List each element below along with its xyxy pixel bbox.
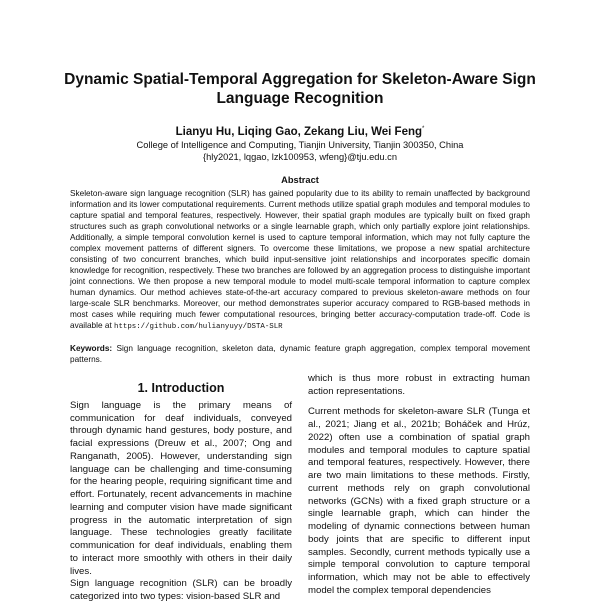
code-link[interactable]: https://github.com/hulianyuyy/DSTA-SLR xyxy=(114,322,283,331)
affiliation-block xyxy=(70,139,530,164)
two-column-body xyxy=(70,373,530,604)
abstract-text xyxy=(70,188,530,333)
paragraph: Sign language recognition (SLR) can be broadly categorized into two types: vision-based SLR and xyxy=(70,578,292,603)
corresponding-author-mark: * xyxy=(422,126,425,132)
abstract-heading: Abstract xyxy=(281,174,319,185)
paragraph: Current methods for skeleton-aware SLR (Tunga et al., 2021; Jiang et al., 2021b; Boháček and Hrúz, 2022) often use a combination of spatial graph modules and temporal modules to capture spatial and temporal features, respectively. However, there are two main limitations to these methods. Firstly, current methods rely on graph convolutional networks (GCNs) with a fixed graph structure or a single learnable graph, which can hinder the modeling of dynamic connections between human body joints that are specific to different input samples. Secondly, current methods typically use a simple temporal convolution to capture temporal information, which may not be able to effectively model the complex temporal dependencies xyxy=(308,406,530,596)
section-heading-introduction: 1. Introduction xyxy=(137,380,225,395)
left-column xyxy=(70,373,292,604)
author-emails: {hly2021, lqgao, lzk100953, wfeng}@tju.edu.cn xyxy=(203,152,397,163)
paper-title: Dynamic Spatial-Temporal Aggregation for Skeleton-Aware Sign Language Recognition xyxy=(64,71,536,107)
paper-page xyxy=(64,70,536,604)
keywords-text: Sign language recognition, skeleton data, dynamic feature graph aggregation, complex temporal movement patterns. xyxy=(70,343,530,364)
affiliation: College of Intelligence and Computing, Tianjin University, Tianjin 300350, China xyxy=(136,139,464,150)
keywords xyxy=(70,343,530,365)
right-column xyxy=(308,373,530,598)
authors: Lianyu Hu, Liqing Gao, Zekang Liu, Wei Feng xyxy=(175,125,423,138)
author-list xyxy=(70,122,530,139)
paragraph: which is thus more robust in extracting human action representations. xyxy=(308,372,530,397)
keywords-label: Keywords: xyxy=(70,343,113,353)
abstract-body: Skeleton-aware sign language recognition (SLR) has gained popularity due to its ability to remain unaffected by background information and its lower computational requirements. Current methods utilize spatial graph modules and temporal modules to capture spatial and temporal features, respectively. However, their spatial graph modules are typically built on fixed graph structures such as graph convolutional networks or a single learnable graph, which only partially explore joint relationships. Additionally, a simple temporal convolution kernel is used to capture temporal information, which may not fully capture the complex movement patterns of different signers. To overcome these limitations, we propose a new spatial architecture consisting of two concurrent branches, which build input-sensitive joint relationships and incorporates specific domain knowledge for recognition, respectively. These two branches are followed by an aggregation process to distinguishe important joint connections. We then propose a new temporal module to model multi-scale temporal information to capture complex human dynamics. Our method achieves state-of-the-art accuracy compared to previous skeleton-aware methods on four large-scale SLR benchmarks. Moreover, our method demonstrates superior accuracy compared to RGB-based methods in most cases while requiring much fewer computational resources, bringing better accuracy-computation trade-off. Code is available at xyxy=(70,188,530,330)
paragraph: Sign language is the primary means of communication for deaf individuals, conveyed through dynamic hand gestures, body posture, and facial expressions (Dreuw et al., 2007; Ong and Ranganath, 2005). However, understanding sign language can be challenging and time-consuming for the hearing people, requiring significant time and effort. Fortunately, recent advancements in machine learning and computer vision have made significant progress in the automatic interpretation of sign language. These technologies greatly facilitate communication for deaf individuals, enabling them to interact more smoothly with others in their daily lives. xyxy=(70,399,292,577)
